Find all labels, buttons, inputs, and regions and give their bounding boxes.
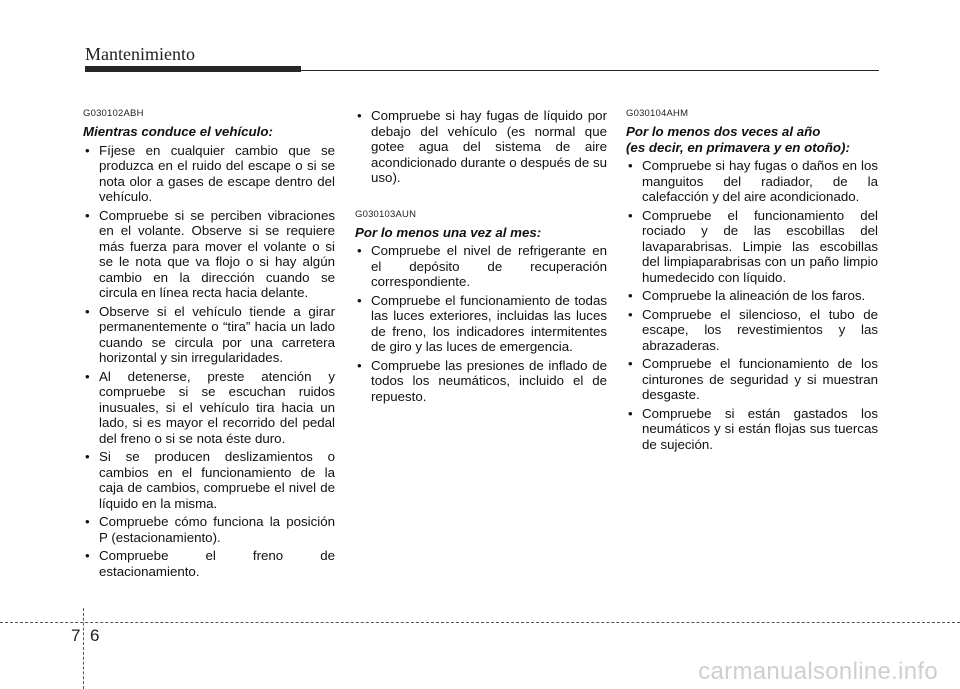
list-item [355, 293, 607, 355]
list-item [83, 143, 335, 205]
bullet-icon: • [357, 357, 362, 373]
list-item-text: Compruebe las presiones de inflado de todos los neumáticos, incluido el de repuesto. [371, 357, 607, 404]
bullet-icon: • [85, 514, 90, 529]
list-item-text: Compruebe si hay fugas de líquido por debajo del vehículo (es normal que gotee agua del sistema de aire acondicionado durante o después de su uso). [371, 108, 607, 185]
list-item [626, 406, 878, 453]
bullet-icon: • [85, 368, 90, 384]
bullet-icon: • [85, 142, 90, 158]
section-heading: Mientras conduce el vehículo: [83, 124, 273, 139]
bullet-list [626, 158, 878, 452]
bullet-icon: • [628, 207, 633, 223]
list-item [83, 548, 335, 579]
list-item [626, 158, 878, 205]
list-item [626, 356, 878, 403]
bullet-icon: • [628, 405, 633, 421]
section-gap [355, 189, 607, 209]
footer-rule [0, 622, 960, 623]
list-item-text: Compruebe el silencioso, el tubo de escape, los revestimientos y las abrazaderas. [642, 306, 878, 353]
chapter-number: 7 [71, 626, 81, 645]
page-header-title: Mantenimiento [85, 44, 195, 64]
column-2 [355, 108, 607, 407]
section-heading-line-1: Por lo menos dos veces al año [626, 124, 821, 139]
list-item-text: Compruebe el funcionamiento de los cinturones de seguridad y si muestran desgaste. [642, 356, 878, 402]
bullet-icon: • [85, 548, 90, 563]
section-code: G030102ABH [83, 108, 144, 119]
bullet-icon: • [628, 158, 633, 173]
bullet-list [355, 108, 607, 186]
bullet-icon: • [357, 243, 362, 258]
list-item-text: Fíjese en cualquier cambio que se produzca en el ruido del escape o si se nota olor a gases de escape dentro del vehículo. [99, 142, 335, 204]
page-number: 6 [90, 626, 100, 645]
list-item-text: Compruebe el funcionamiento de todas las luces exteriores, incluidas las luces de freno, los indicadores intermitentes de giro y las luces de emergencia. [371, 292, 607, 354]
bullet-icon: • [628, 356, 633, 371]
list-item [83, 304, 335, 366]
header-bar [85, 66, 301, 72]
column-3 [626, 108, 878, 455]
list-item [355, 108, 607, 186]
column-1 [83, 108, 335, 582]
section-heading-line-2: (es decir, en primavera y en otoño): [626, 139, 850, 155]
bullet-list [355, 243, 607, 404]
list-item [83, 369, 335, 447]
list-item [355, 243, 607, 290]
section-code: G030103AUN [355, 208, 417, 220]
list-item-text: Compruebe cómo funciona la posición P (estacionamiento). [99, 514, 335, 545]
list-item-text: Compruebe la alineación de los faros. [642, 288, 866, 303]
header-rule [301, 70, 879, 71]
list-item-text: Al detenerse, preste atención y compruebe si se escuchan ruidos inusuales, si el vehículo tira hacia un lado, si es mayor el recorrido del pedal del freno o si se nota éste duro. [99, 368, 335, 446]
list-item [83, 514, 335, 545]
list-item-text: Compruebe si están gastados los neumáticos y si están flojas sus tuercas de sujeción. [642, 405, 878, 452]
bullet-list [83, 143, 335, 580]
list-item [355, 358, 607, 405]
bullet-icon: • [85, 449, 90, 464]
list-item [626, 288, 878, 304]
bullet-icon: • [628, 306, 633, 322]
bullet-icon: • [628, 288, 633, 303]
section-heading [626, 124, 878, 155]
list-item-text: Compruebe el funcionamiento del rociado y de las escobillas del lavaparabrisas. Limpie las escobillas del limpiaparabrisas con un paño limpio humedecido con líquido. [642, 207, 878, 285]
section-heading: Por lo menos una vez al mes: [355, 224, 542, 240]
bullet-icon: • [357, 108, 362, 123]
list-item-text: Compruebe el freno de estacionamiento. [99, 548, 335, 579]
list-item-text: Compruebe si hay fugas o daños en los manguitos del radiador, de la calefacción y del aire acondicionado. [642, 158, 878, 204]
list-item [83, 449, 335, 511]
list-item-text: Compruebe si se perciben vibraciones en el volante. Observe si se requiere más fuerza para mover el volante o si se le nota que va flojo o si hay algún cambio en la dirección cuando se circula en línea recta hacia delante. [99, 207, 335, 300]
list-item-text: Compruebe el nivel de refrigerante en el depósito de recuperación correspondiente. [371, 243, 607, 289]
list-item-text: Observe si el vehículo tiende a girar permanentemente o “tira” hacia un lado cuando se circula por una carretera horizontal y sin irregularidades. [99, 303, 335, 365]
list-item [626, 208, 878, 286]
list-item [626, 307, 878, 354]
section-code: G030104AHM [626, 108, 689, 119]
watermark: carmanualsonline.info [698, 658, 938, 685]
bullet-icon: • [85, 303, 90, 319]
list-item-text: Si se producen deslizamientos o cambios en el funcionamiento de la caja de cambios, compruebe el nivel de líquido en la misma. [99, 449, 335, 511]
list-item [83, 208, 335, 301]
bullet-icon: • [357, 292, 362, 308]
footer-divider [83, 608, 84, 689]
bullet-icon: • [85, 207, 90, 223]
